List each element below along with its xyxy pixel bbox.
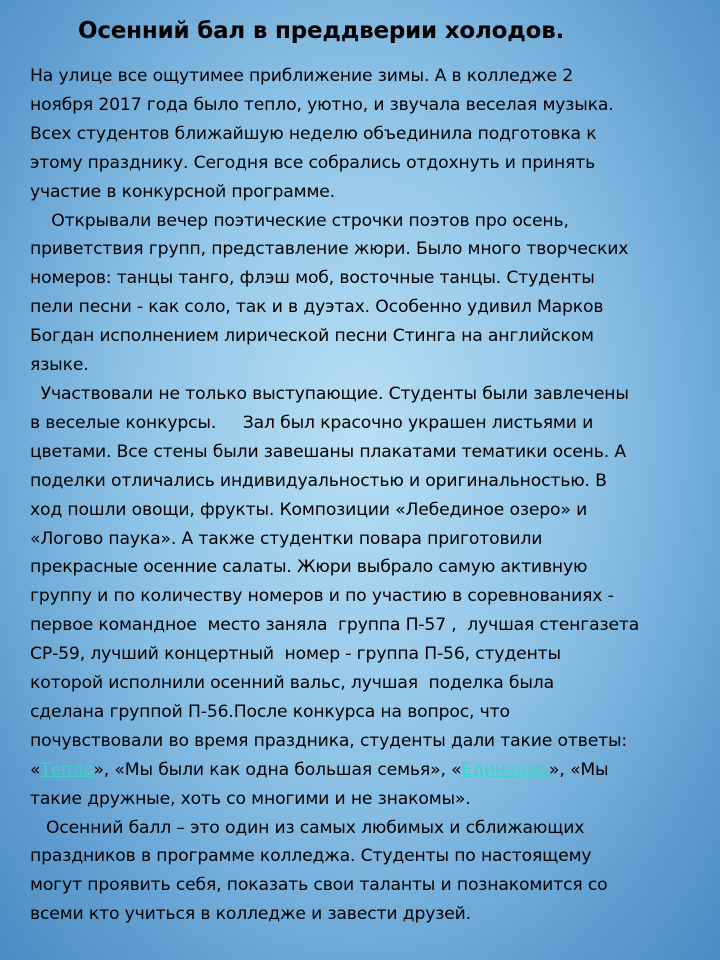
text-line: цветами. Все стены были завешаны плакатами тематики осень. А [30, 441, 626, 462]
text-line: поделки отличались индивидуальностью и оригинальностью. В [30, 470, 607, 491]
text-line: Открывали вечер поэтические строчки поэтов про осень, [30, 210, 569, 231]
text-line: всеми кто учиться в колледже и завести друзей. [30, 904, 471, 925]
text-line: языке. [30, 355, 89, 376]
text-line: Осенний балл – это один из самых любимых и сближающих [30, 817, 585, 838]
quote-line [30, 756, 716, 785]
text-line: «Логово паука». А также студентки повара приготовили [30, 528, 543, 549]
text-line: ноября 2017 года было тепло, уютно, и звучала веселая музыка. [30, 94, 614, 115]
link-teplo[interactable]: Тепло [40, 759, 94, 780]
quote-open: « [30, 759, 41, 780]
article-title: Осенний бал в преддверии холодов. [78, 18, 565, 44]
text-line: первое командное место заняла группа П-57 , лучшая стенгазета [30, 615, 640, 636]
text-line: группу и по количеству номеров и по участию в соревнованиях - [30, 586, 614, 607]
paragraph-2 [30, 207, 716, 380]
link-edinenie[interactable]: Единение [461, 759, 549, 780]
text-line: почувствовали во время праздника, студенты дали такие ответы: [30, 730, 628, 751]
text-line: сделана группой П-56.После конкурса на вопрос, что [30, 701, 510, 722]
quote-close: », «Мы [548, 759, 609, 780]
text-line: такие дружные, хоть со многими и не знакомы». [30, 788, 471, 809]
text-line: номеров: танцы танго, флэш моб, восточные танцы. Студенты [30, 268, 595, 289]
text-line: могут проявить себя, показать свои таланты и познакомится со [30, 875, 608, 896]
text-line: Всех студентов ближайшую неделю объединила подготовка к [30, 123, 597, 144]
article-body [30, 62, 716, 929]
text-line: этому празднику. Сегодня все собрались отдохнуть и принять [30, 152, 596, 173]
text-line: Богдан исполнением лирической песни Стинга на английском [30, 326, 594, 347]
quote-middle: », «Мы были как одна большая семья», « [93, 759, 462, 780]
text-line: ход пошли овощи, фрукты. Композиции «Лебединое озеро» и [30, 499, 588, 520]
paragraph-3 [30, 380, 716, 814]
paragraph-4 [30, 814, 716, 930]
text-line: которой исполнили осенний вальс, лучшая поделка была [30, 673, 554, 694]
text-line: На улице все ощутимее приближение зимы. А в колледже 2 [30, 66, 574, 86]
text-line: прекрасные осенние салаты. Жюри выбрало самую активную [30, 557, 588, 578]
paragraph-1 [30, 62, 716, 207]
text-line: приветствия групп, представление жюри. Было много творческих [30, 239, 629, 260]
text-line: в веселые конкурсы. Зал был красочно украшен листьями и [30, 412, 594, 433]
text-line: праздников в программе колледжа. Студенты по настоящему [30, 846, 592, 867]
text-line: участие в конкурсной программе. [30, 181, 336, 202]
text-line: СР-59, лучший концертный номер - группа П-56, студенты [30, 644, 561, 665]
text-line: пели песни - как соло, так и в дуэтах. Особенно удивил Марков [30, 297, 604, 318]
text-line: Участвовали не только выступающие. Студенты были завлечены [30, 383, 629, 404]
